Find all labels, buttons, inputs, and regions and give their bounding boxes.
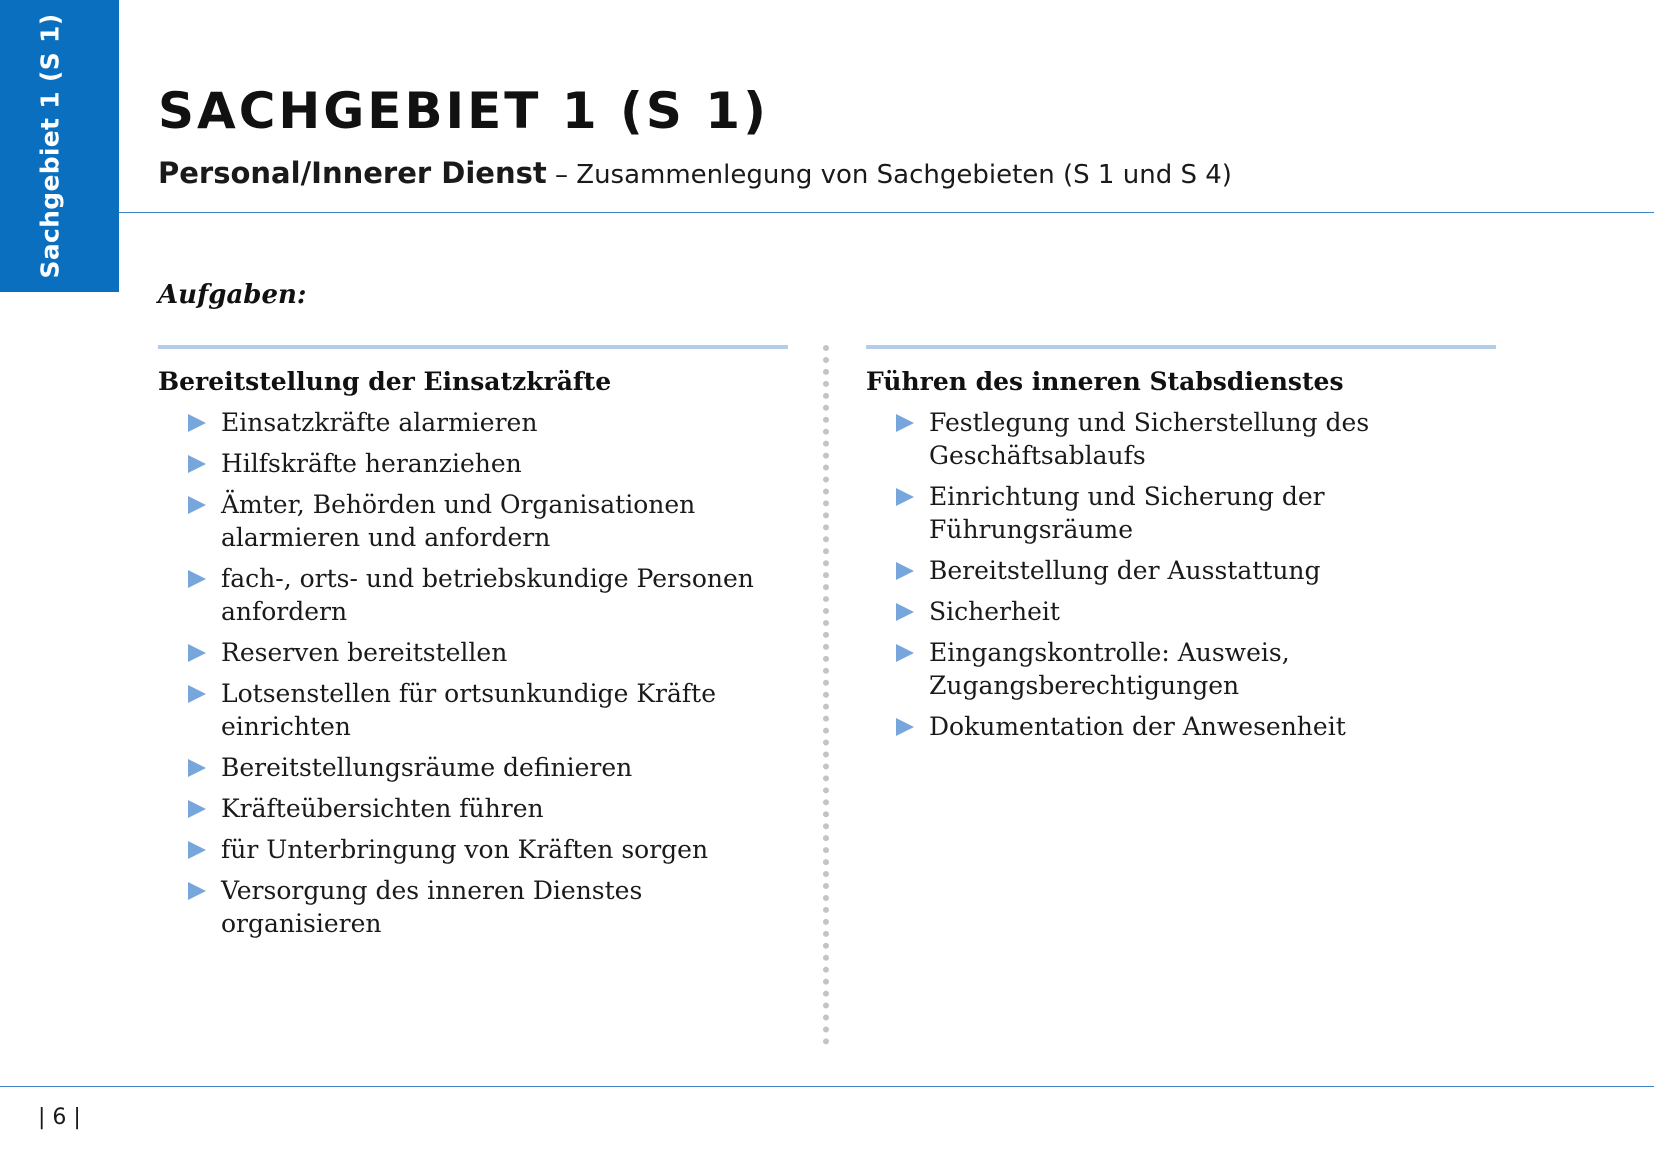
task-item bbox=[158, 677, 788, 743]
task-text: Versorgung des inneren Dienstes organisieren bbox=[221, 876, 643, 938]
task-item bbox=[158, 488, 788, 554]
triangle-bullet-icon bbox=[188, 644, 206, 662]
footer-divider bbox=[0, 1086, 1654, 1087]
page-subtitle bbox=[158, 156, 1232, 190]
task-item bbox=[158, 562, 788, 628]
task-text: Sicherheit bbox=[929, 597, 1060, 626]
column-top-rule bbox=[158, 345, 788, 349]
task-item bbox=[866, 710, 1496, 743]
task-item bbox=[158, 874, 788, 940]
page-number: | 6 | bbox=[38, 1105, 81, 1130]
tasks-column-left bbox=[158, 345, 788, 948]
task-text: Ämter, Behörden und Organisationen alarmieren und anfordern bbox=[221, 490, 696, 552]
triangle-bullet-icon bbox=[896, 562, 914, 580]
task-text: Lotsenstellen für ortsunkundige Kräfte einrichten bbox=[221, 679, 716, 741]
column-heading: Führen des inneren Stabsdienstes bbox=[866, 367, 1344, 396]
task-text: Eingangskontrolle: Ausweis, Zugangsberechtigungen bbox=[929, 638, 1290, 700]
triangle-bullet-icon bbox=[188, 841, 206, 859]
chapter-side-tab-label: Sachgebiet 1 (S 1) bbox=[35, 13, 65, 279]
task-text: Dokumentation der Anwesenheit bbox=[929, 712, 1346, 741]
task-item bbox=[866, 595, 1496, 628]
triangle-bullet-icon bbox=[188, 414, 206, 432]
triangle-bullet-icon bbox=[896, 414, 914, 432]
subtitle-rest: – Zusammenlegung von Sachgebieten (S 1 und S 4) bbox=[546, 160, 1232, 190]
task-text: für Unterbringung von Kräften sorgen bbox=[221, 835, 709, 864]
triangle-bullet-icon bbox=[896, 488, 914, 506]
task-item bbox=[158, 751, 788, 784]
task-item bbox=[866, 636, 1496, 702]
task-text: fach-, orts- und betriebskundige Personen anfordern bbox=[221, 564, 754, 626]
task-item bbox=[158, 636, 788, 669]
task-item bbox=[158, 447, 788, 480]
task-text: Hilfskräfte heranziehen bbox=[221, 449, 522, 478]
section-label-tasks: Aufgaben: bbox=[158, 280, 307, 310]
task-item bbox=[866, 406, 1496, 472]
task-item bbox=[158, 833, 788, 866]
task-text: Einsatzkräfte alarmieren bbox=[221, 408, 538, 437]
column-heading: Bereitstellung der Einsatzkräfte bbox=[158, 367, 612, 396]
task-text: Kräfteübersichten führen bbox=[221, 794, 544, 823]
task-item bbox=[866, 554, 1496, 587]
triangle-bullet-icon bbox=[188, 455, 206, 473]
task-text: Festlegung und Sicherstellung des Geschäftsablaufs bbox=[929, 408, 1370, 470]
triangle-bullet-icon bbox=[896, 644, 914, 662]
triangle-bullet-icon bbox=[188, 685, 206, 703]
subtitle-main: Personal/Innerer Dienst bbox=[158, 156, 547, 190]
task-list bbox=[866, 406, 1496, 743]
column-top-rule bbox=[866, 345, 1496, 349]
triangle-bullet-icon bbox=[188, 570, 206, 588]
triangle-bullet-icon bbox=[188, 800, 206, 818]
chapter-side-tab bbox=[0, 0, 119, 292]
task-text: Bereitstellung der Ausstattung bbox=[929, 556, 1321, 585]
column-divider-dotted bbox=[823, 345, 829, 1045]
task-item bbox=[158, 406, 788, 439]
triangle-bullet-icon bbox=[188, 882, 206, 900]
task-item bbox=[158, 792, 788, 825]
page-title: SACHGEBIET 1 (S 1) bbox=[158, 82, 769, 140]
task-text: Bereitstellungsräume definieren bbox=[221, 753, 633, 782]
triangle-bullet-icon bbox=[896, 718, 914, 736]
task-item bbox=[866, 480, 1496, 546]
task-text: Reserven bereitstellen bbox=[221, 638, 508, 667]
triangle-bullet-icon bbox=[188, 496, 206, 514]
tasks-column-right bbox=[866, 345, 1496, 751]
triangle-bullet-icon bbox=[896, 603, 914, 621]
task-list bbox=[158, 406, 788, 940]
header-divider bbox=[119, 212, 1654, 213]
triangle-bullet-icon bbox=[188, 759, 206, 777]
task-text: Einrichtung und Sicherung der Führungsräume bbox=[929, 482, 1325, 544]
